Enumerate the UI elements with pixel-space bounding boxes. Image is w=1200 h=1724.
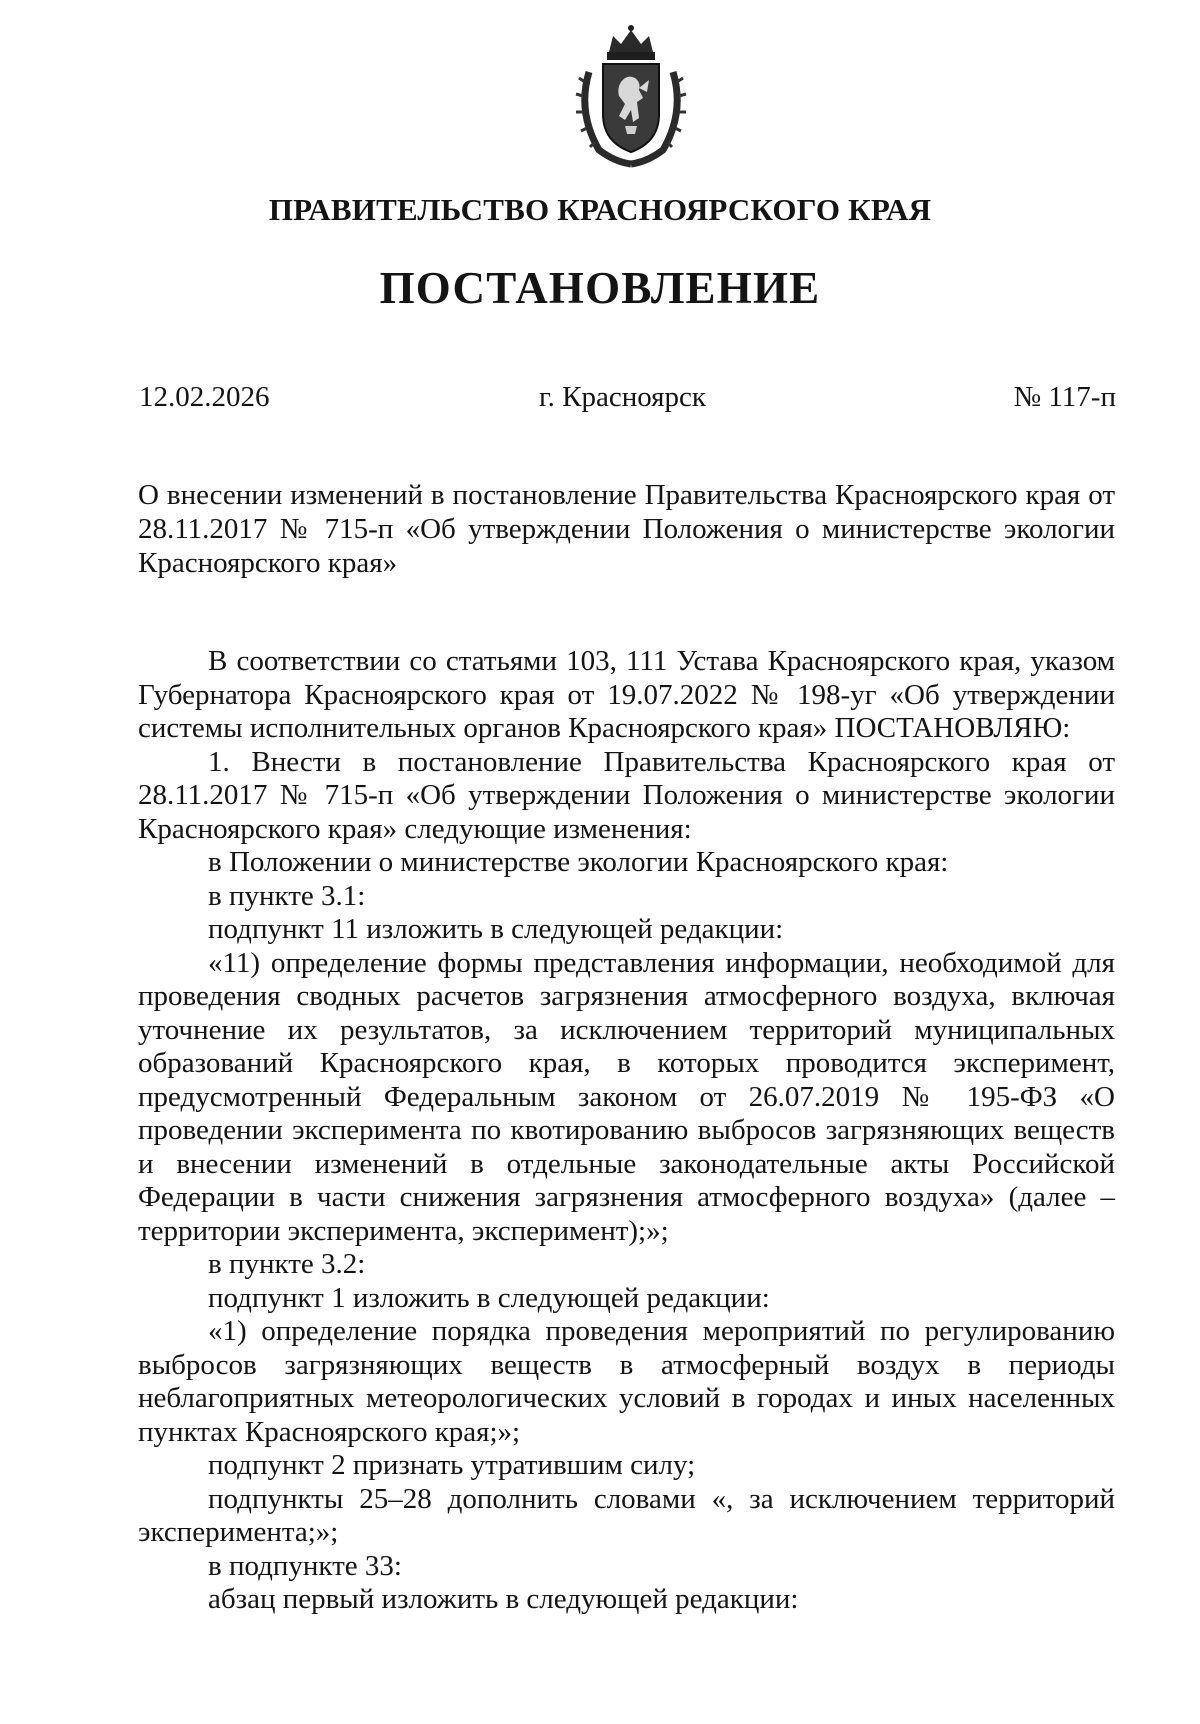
- body-paragraph: подпункт 2 признать утратившим силу;: [208, 1449, 696, 1481]
- body-paragraph: подпункт 1 изложить в следующей редакции:: [208, 1281, 770, 1314]
- krasnoyarsk-coat-of-arms-icon: [569, 22, 693, 170]
- body-paragraph: В соответствии со статьями 103, 111 Устава Красноярского края, указом Губернатора Красноярского края от 19.07.2022 № 198-уг «Об утверждении системы исполнительных органов Красноярского края» ПОСТАНОВЛЯЮ:: [138, 645, 1115, 744]
- body-paragraph: «1) определение порядка проведения мероприятий по регулированию выбросов загрязняющих веществ в атмосферный воздух в периоды неблагоприятных метеорологических условий в городах и иных населенных пунктах Красноярского края;»;: [138, 1315, 1115, 1448]
- document-number: № 117-п: [1013, 381, 1116, 413]
- body-paragraph: подпункт 11 изложить в следующей редакции:: [208, 913, 784, 945]
- organization-name: ПРАВИТЕЛЬСТВО КРАСНОЯРСКОГО КРАЯ: [268, 192, 932, 227]
- document-type-title: ПОСТАНОВЛЕНИЕ: [379, 263, 821, 313]
- body-paragraph: 1. Внести в постановление Правительства Красноярского края от 28.11.2017 № 715-п «Об утверждении Положения о министерстве экологии Красноярского края» следующие изменения:: [138, 745, 1115, 845]
- document-body: [138, 645, 1115, 1617]
- body-paragraph: «11) определение формы представления информации, необходимой для проведения сводных расчетов загрязнения атмосферного воздуха, включая уточнение их результатов, за исключением территорий муниципальных образований Красноярского края, в которых проводится эксперимент, предусмотренный Федеральным законом от 26.07.2019 № 195-ФЗ «О проведении эксперимента по квотированию выбросов загрязняющих веществ и внесении изменений в отдельные законодательные акты Российской Федерации в части снижения загрязнения атмосферного воздуха» (далее – территории эксперимента, эксперимент);»;: [138, 946, 1115, 1247]
- document-date: 12.02.2026: [139, 381, 270, 413]
- body-paragraph: в пункте 3.1:: [208, 879, 366, 912]
- body-paragraph: в Положении о министерстве экологии Красноярского края:: [208, 846, 949, 878]
- document-city: г. Красноярск: [539, 381, 706, 413]
- body-paragraph: в подпункте 33:: [208, 1549, 402, 1582]
- body-paragraph: в пункте 3.2:: [208, 1248, 366, 1280]
- body-paragraph: подпункты 25–28 дополнить словами «, за исключением территорий эксперимента;»;: [138, 1482, 1115, 1548]
- body-paragraph: абзац первый изложить в следующей редакции:: [208, 1583, 799, 1615]
- document-subject: О внесении изменений в постановление Правительства Красноярского края от 28.11.2017 № 715-п «Об утверждении Положения о министерстве экологии Красноярского края»: [138, 479, 1115, 579]
